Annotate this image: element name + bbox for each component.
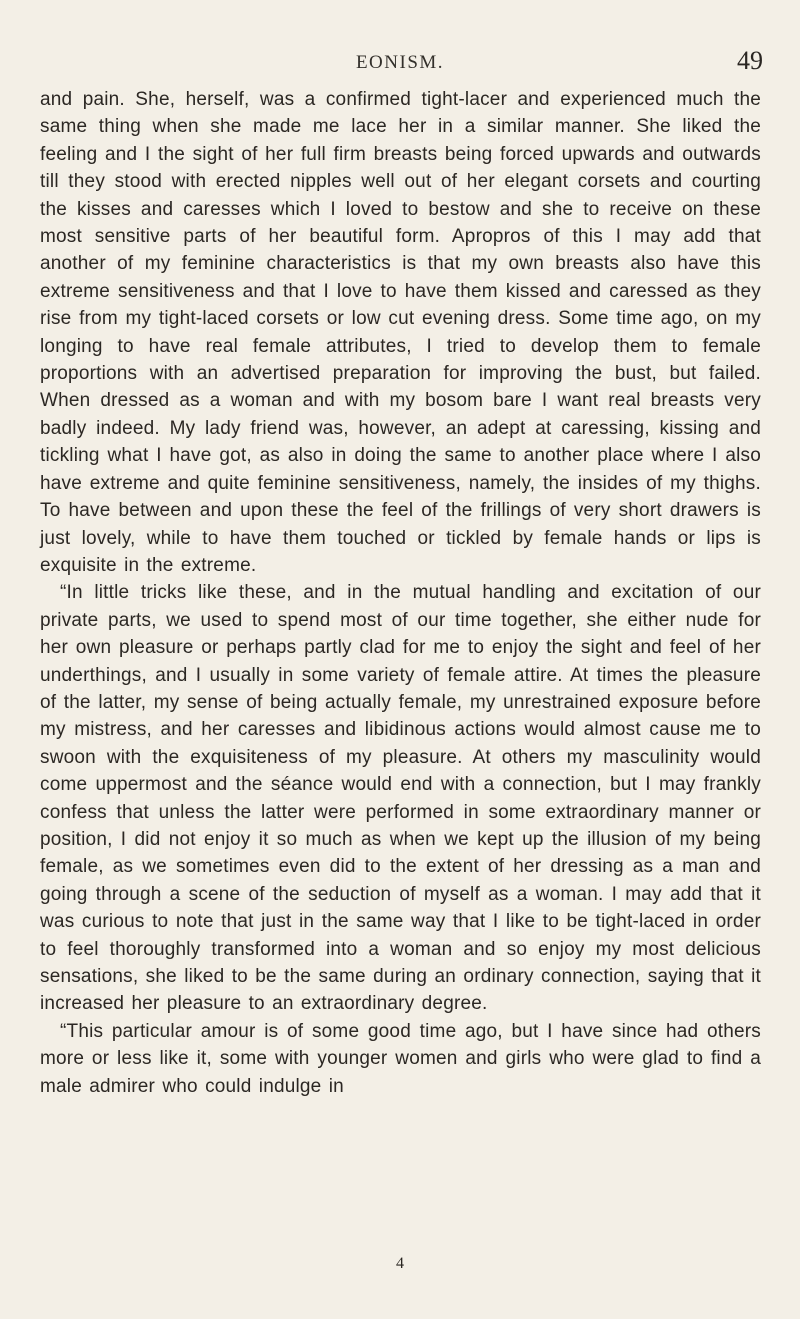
signature-mark: 4 xyxy=(396,1255,404,1272)
body-text xyxy=(40,86,761,1100)
paragraph-2: “In little tricks like these, and in the mutual handling and excitation of our private parts, we used to spend most of our time together, she either nude for her own pleasure or perhaps partly clad for me to enjoy the sight and feel of her underthings, and I usually in some variety of female attire. At times the pleasure of the latter, my sense of being actually female, my unrestrained exposure before my mistress, and her caresses and libidinous actions would almost cause me to swoon with the exquisiteness of my pleasure. At others my masculinity would come uppermost and the séance would end with a connection, but I may frankly confess that unless the latter were performed in some extraordinary manner or position, I did not enjoy it so much as when we kept up the illusion of my being female, as we sometimes even did to the extent of her dressing as a man and going through a scene of the seduction of myself as a woman. I may add that it was curious to note that just in the same way that I like to be tight-laced in order to feel thoroughly transformed into a woman and so enjoy my most delicious sensations, she liked to be the same during an ordinary connection, saying that it increased her pleasure to an extraordinary degree. xyxy=(40,582,761,1015)
paragraph-3: “This particular amour is of some good time ago, but I have since had others more or less like it, some with younger women and girls who were glad to find a male admirer who could indulge in xyxy=(40,1020,761,1097)
paragraph-1: and pain. She, herself, was a confirmed tight-lacer and experienced much the same thing when she made me lace her in a similar manner. She liked the feeling and I the sight of her full firm breasts being forced upwards and outwards till they stood with erected nipples well out of her elegant corsets and courting the kisses and caresses which I loved to bestow and she to receive on these most sensitive parts of her beautiful form. Apropros of this I may add that another of my feminine characteristics is that my own breasts also have this extreme sensitiveness and that I love to have them kissed and caressed as they rise from my tight-laced corsets or low cut evening dress. Some time ago, on my longing to have real female attributes, I tried to develop them to female proportions with an advertised preparation for improving the bust, but failed. When dressed as a woman and with my bosom bare I want real breasts very badly indeed. My lady friend was, however, an adept at caressing, kissing and tickling what I have got, as also in doing the same to another place where I also have extreme and quite feminine sensitiveness, namely, the insides of my thighs. To have between and upon these the feel of the frillings of very short drawers is just lovely, while to have them touched or tickled by female hands or lips is exquisite in the extreme. xyxy=(40,89,761,576)
page-number: 49 xyxy=(737,46,763,75)
page-header xyxy=(0,46,800,86)
running-title: EONISM. xyxy=(355,52,445,73)
